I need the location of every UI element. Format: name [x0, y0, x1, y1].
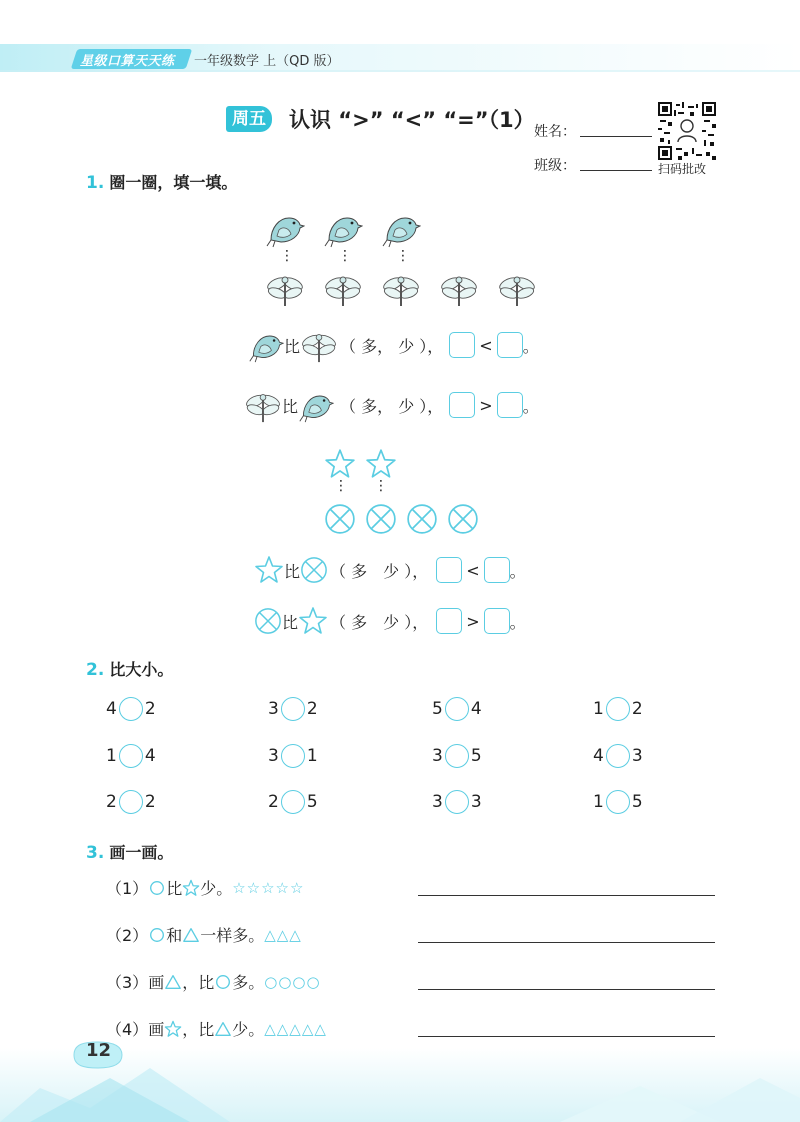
section-number: 1. [86, 173, 105, 193]
star-icon [164, 1020, 182, 1038]
answer-box[interactable] [449, 332, 475, 358]
right-number: 2 [144, 699, 156, 719]
day-badge: 周五 [226, 106, 272, 132]
item-label: （2） [106, 926, 149, 945]
bird-row [265, 208, 421, 248]
crossed-circle-icon[interactable] [447, 503, 479, 535]
crossed-circle-icon [254, 607, 282, 635]
operator: > [466, 611, 480, 631]
left-number: 3 [432, 746, 443, 766]
bird-icon[interactable] [381, 208, 421, 248]
qr-code-icon[interactable] [658, 102, 716, 160]
class-field[interactable] [580, 170, 652, 171]
name-label: 姓名： [534, 124, 576, 140]
compare-item [268, 744, 318, 768]
right-number: 1 [306, 746, 318, 766]
right-number: 2 [306, 699, 318, 719]
answer-box[interactable] [497, 392, 523, 418]
section-title: 比大小。 [109, 660, 174, 679]
answer-circle[interactable] [606, 790, 630, 814]
compare-item [593, 744, 643, 768]
crossed-circle-icon[interactable] [406, 503, 438, 535]
draw-item-3 [106, 970, 321, 993]
item-text: 画 [148, 1020, 165, 1039]
compare-item [593, 790, 643, 814]
answer-line[interactable] [418, 895, 715, 896]
choice-text[interactable]: （ 多 少 ）， [330, 612, 429, 632]
section-title: 圈一圈，填一填。 [109, 173, 238, 192]
answer-circle[interactable] [606, 744, 630, 768]
item-text: 一样多。 [200, 926, 265, 945]
star-icon [298, 606, 328, 636]
bird-icon [248, 327, 284, 363]
compare-question-1 [248, 326, 539, 364]
compare-word: 比 [284, 561, 301, 581]
star-icon[interactable] [365, 448, 397, 480]
section-2-header [86, 657, 173, 680]
choice-text[interactable]: （ 多， 少 ）， [340, 336, 444, 356]
answer-circle[interactable] [606, 697, 630, 721]
book-subtitle: 一年级数学 上（QD 版） [194, 54, 340, 69]
triangle-icon [182, 926, 200, 944]
bird-icon[interactable] [323, 208, 363, 248]
choice-text[interactable]: （ 多 少 ）， [330, 561, 429, 581]
answer-circle[interactable] [119, 697, 143, 721]
right-number: 5 [470, 746, 482, 766]
item-text: 多。 [232, 973, 265, 992]
compare-item [106, 790, 156, 814]
compare-item [432, 697, 482, 721]
answer-box[interactable] [484, 557, 510, 583]
item-text: ，比 [182, 973, 215, 992]
item-text: 比 [166, 879, 183, 898]
link-dots: ⋮ [374, 478, 388, 494]
answer-box[interactable] [436, 557, 462, 583]
left-number: 1 [593, 792, 604, 812]
answer-circle[interactable] [119, 744, 143, 768]
dragonfly-icon [244, 386, 282, 424]
triangle-icon [164, 973, 182, 991]
crossed-circle-row [324, 503, 479, 535]
compare-item [432, 744, 482, 768]
dragonfly-icon [300, 326, 338, 364]
compare-item [593, 697, 643, 721]
right-number: 5 [631, 792, 643, 812]
operator: < [479, 335, 493, 355]
answer-box[interactable] [436, 608, 462, 634]
item-text: 少。 [232, 1020, 265, 1039]
crossed-circle-icon[interactable] [324, 503, 356, 535]
left-number: 1 [593, 699, 604, 719]
left-number: 4 [106, 699, 117, 719]
answer-circle[interactable] [281, 697, 305, 721]
circle-icon [148, 879, 166, 897]
answer-circle[interactable] [281, 744, 305, 768]
compare-item [106, 697, 156, 721]
star-icon [182, 879, 200, 897]
left-number: 3 [268, 746, 279, 766]
answer-box[interactable] [449, 392, 475, 418]
triangle-icon [214, 1020, 232, 1038]
left-number: 3 [432, 792, 443, 812]
name-field[interactable] [580, 136, 652, 137]
circle-icon [214, 973, 232, 991]
right-number: 4 [470, 699, 482, 719]
dragonfly-icon[interactable] [439, 268, 479, 308]
series-tag: 星级口算天天练 [80, 54, 175, 69]
item-text: 少。 [200, 879, 233, 898]
item-label: （4） [106, 1020, 149, 1039]
dragonfly-icon[interactable] [497, 268, 537, 308]
left-number: 5 [432, 699, 443, 719]
period: 。 [522, 396, 539, 416]
right-number: 2 [631, 699, 643, 719]
page-number: 12 [86, 1040, 112, 1061]
link-dots: ⋮ [280, 248, 294, 264]
given-shapes: △△△ [264, 925, 302, 944]
section-title: 画一画。 [109, 843, 174, 862]
compare-item [106, 744, 156, 768]
draw-item-2 [106, 923, 302, 946]
star-icon [254, 555, 284, 585]
section-3-header [86, 840, 173, 863]
operator: > [479, 395, 493, 415]
given-shapes: ○○○○ [264, 972, 321, 991]
item-label: （1） [106, 879, 149, 898]
dragonfly-icon[interactable] [265, 268, 305, 308]
left-number: 3 [268, 699, 279, 719]
class-label: 班级： [534, 158, 576, 174]
compare-question-4 [254, 606, 526, 636]
given-shapes: ☆☆☆☆☆ [232, 878, 305, 897]
answer-circle[interactable] [445, 790, 469, 814]
crossed-circle-icon[interactable] [365, 503, 397, 535]
qr-caption: 扫码批改 [658, 162, 707, 176]
period: 。 [522, 336, 539, 356]
compare-question-2 [244, 386, 539, 424]
right-number: 5 [306, 792, 318, 812]
item-text: 和 [166, 926, 183, 945]
page-title: 认识 “>” “<” “=”（1） [289, 108, 535, 132]
dragonfly-row [265, 268, 537, 308]
left-number: 2 [106, 792, 117, 812]
link-dots: ⋮ [338, 248, 352, 264]
section-number: 2. [86, 660, 105, 680]
operator: < [466, 560, 480, 580]
bird-icon [298, 387, 334, 423]
draw-item-4 [106, 1017, 327, 1040]
link-dots: ⋮ [334, 478, 348, 494]
answer-box[interactable] [484, 608, 510, 634]
period: 。 [509, 612, 526, 632]
right-number: 3 [631, 746, 643, 766]
given-shapes: △△△△△ [264, 1019, 327, 1038]
section-number: 3. [86, 843, 105, 863]
right-number: 3 [470, 792, 482, 812]
right-number: 4 [144, 746, 156, 766]
item-text: 画 [148, 973, 165, 992]
compare-word: 比 [284, 336, 301, 356]
compare-word: 比 [282, 396, 299, 416]
dragonfly-icon[interactable] [323, 268, 363, 308]
choice-text[interactable]: （ 多， 少 ）， [340, 396, 444, 416]
compare-item [432, 790, 482, 814]
star-icon[interactable] [324, 448, 356, 480]
compare-item [268, 790, 318, 814]
left-number: 1 [106, 746, 117, 766]
answer-circle[interactable] [445, 744, 469, 768]
answer-line[interactable] [418, 1036, 715, 1037]
right-number: 2 [144, 792, 156, 812]
compare-question-3 [254, 555, 526, 585]
period: 。 [509, 561, 526, 581]
answer-circle[interactable] [119, 790, 143, 814]
compare-item [268, 697, 318, 721]
answer-circle[interactable] [445, 697, 469, 721]
answer-box[interactable] [497, 332, 523, 358]
item-text: ，比 [182, 1020, 215, 1039]
left-number: 4 [593, 746, 604, 766]
star-row [324, 448, 397, 480]
left-number: 2 [268, 792, 279, 812]
link-dots: ⋮ [396, 248, 410, 264]
crossed-circle-icon [300, 556, 328, 584]
circle-icon [148, 926, 166, 944]
item-label: （3） [106, 973, 149, 992]
answer-line[interactable] [418, 989, 715, 990]
draw-item-1 [106, 876, 304, 899]
compare-word: 比 [282, 612, 299, 632]
section-1-header [86, 170, 237, 193]
answer-line[interactable] [418, 942, 715, 943]
dragonfly-icon[interactable] [381, 268, 421, 308]
bird-icon[interactable] [265, 208, 305, 248]
answer-circle[interactable] [281, 790, 305, 814]
